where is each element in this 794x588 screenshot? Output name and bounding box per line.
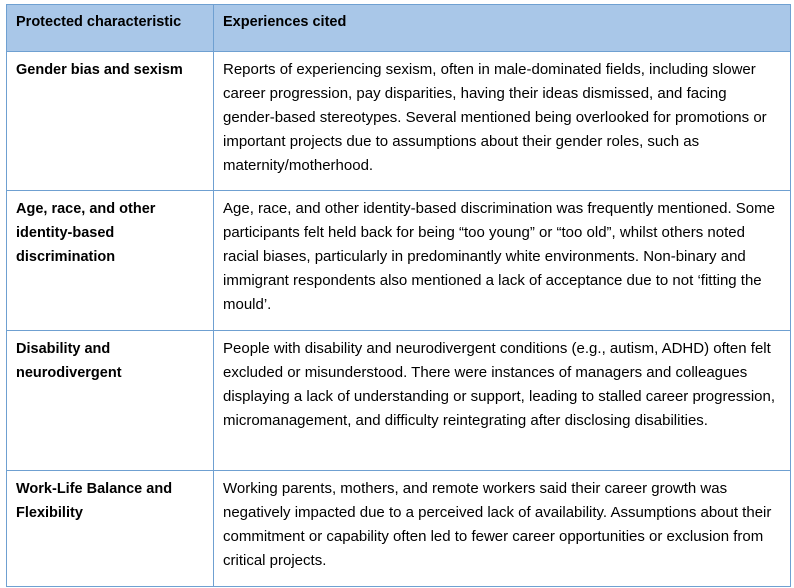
characteristic-cell: Age, race, and other identity-based discrimination xyxy=(7,191,214,331)
characteristic-cell: Gender bias and sexism xyxy=(7,52,214,191)
characteristic-cell: Disability and neurodivergent xyxy=(7,331,214,471)
experiences-cell: Age, race, and other identity-based discrimination was frequently mentioned. Some participants felt held back for being “too young” or “too old”, whilst others noted racial biases, particularly in predominantly white environments. Non-binary and immigrant respondents also mentioned a lack of acceptance due to not ‘fitting the mould’. xyxy=(214,191,791,331)
experiences-table xyxy=(6,4,791,587)
table-row xyxy=(7,471,791,587)
experiences-cell: Reports of experiencing sexism, often in male-dominated fields, including slower career progression, pay disparities, having their ideas dismissed, and facing gender-based stereotypes. Several mentioned being overlooked for promotions or important projects due to assumptions about their gender roles, such as maternity/motherhood. xyxy=(214,52,791,191)
table-row xyxy=(7,191,791,331)
table-header-row xyxy=(7,5,791,52)
experiences-cell: Working parents, mothers, and remote workers said their career growth was negatively impacted due to a perceived lack of availability. Assumptions about their commitment or capability often led to fewer career opportunities or exclusion from critical projects. xyxy=(214,471,791,587)
experiences-cell: People with disability and neurodivergent conditions (e.g., autism, ADHD) often felt excluded or misunderstood. There were instances of managers and colleagues displaying a lack of understanding or support, leading to stalled career progression, micromanagement, and difficulty reintegrating after disclosing disabilities. xyxy=(214,331,791,471)
header-protected-characteristic: Protected characteristic xyxy=(7,5,214,52)
header-experiences-cited: Experiences cited xyxy=(214,5,791,52)
table-row xyxy=(7,52,791,191)
table-row xyxy=(7,331,791,471)
characteristic-cell: Work-Life Balance and Flexibility xyxy=(7,471,214,587)
